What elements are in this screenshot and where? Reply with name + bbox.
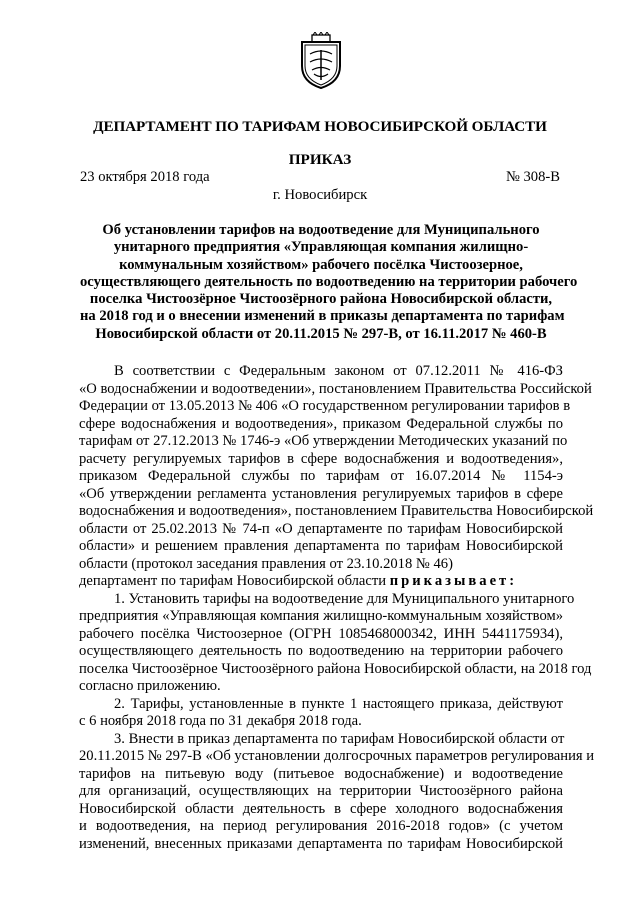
order-date: 23 октября 2018 года [80, 169, 210, 185]
item-2-line: с 6 ноября 2018 года по 31 декабря 2018 года. [79, 713, 362, 729]
directive-line [79, 573, 563, 591]
preamble-line: водоснабжения и водоотведения», постановлением Правительства Новосибирской [79, 503, 594, 519]
preamble-line: области (протокол заседания правления от 23.10.2018 № 46) [79, 555, 453, 572]
directive-word: приказывает: [389, 573, 518, 589]
preamble-line: расчету регулируемых тарифов в сфере водоснабжения и водоотведения», [79, 450, 563, 467]
item-1-line: поселка Чистоозёрное Чистоозёрного района Новосибирской области, на 2018 год [79, 660, 592, 677]
department-heading: ДЕПАРТАМЕНТ ПО ТАРИФАМ НОВОСИБИРСКОЙ ОБЛАСТИ [93, 118, 547, 135]
preamble-line: области» и решением правления департамента по тарифам Новосибирской [79, 538, 563, 554]
title-line: коммунальным хозяйством» рабочего посёлка Чистоозерное, [119, 256, 523, 273]
item-1-line: осуществляющего деятельность по водоотведению на территории рабочего [79, 643, 563, 659]
preamble-line: области от 25.02.2013 № 74-п «О департаменте по тарифам Новосибирской [79, 520, 563, 537]
order-body [79, 363, 595, 853]
directive-prefix: департамент по тарифам Новосибирской области [79, 573, 390, 589]
preamble-line: Федерации от 13.05.2013 № 406 «О государственном регулировании тарифов в [79, 398, 571, 414]
item-1-line: согласно приложению. [79, 678, 221, 694]
item-1-line: 1. Установить тарифы на водоотведение для Муниципального унитарного [114, 590, 575, 607]
item-3-line: для организаций, осуществляющих на территории Чистоозёрного района [79, 783, 563, 799]
item-3-line: изменений, внесенных приказами департамента по тарифам Новосибирской [79, 835, 563, 852]
title-line: осуществляющего деятельность по водоотведению на территории рабочего [80, 273, 578, 290]
item-1-line: рабочего посёлка Чистоозерное (ОГРН 1085468000342, ИНН 5441175934), [79, 625, 563, 642]
item-1-line: предприятия «Управляющая компания жилищно-коммунальным хозяйством» [79, 608, 563, 624]
preamble-line: сфере водоснабжения и водоотведения», приказом Федеральной службы по [79, 415, 563, 432]
document-type: ПРИКАЗ [288, 151, 352, 168]
item-3-line: и водоотведения, на период регулирования 2016-2018 годов» (с учетом [79, 818, 563, 834]
order-number: № 308-В [505, 169, 560, 185]
item-2-line: 2. Тарифы, установленные в пункте 1 настоящего приказа, действуют [114, 695, 563, 712]
item-3-line: тарифов на питьевую воду (питьевое водоснабжение) и водоотведение [79, 765, 563, 782]
item-3-line: Новосибирской области деятельность в сфере холодного водоснабжения [79, 800, 563, 817]
title-line: унитарного предприятия «Управляющая компания жилищно- [113, 239, 529, 256]
title-line: Новосибирской области от 20.11.2015 № 297-В, от 16.11.2017 № 460-В [95, 325, 547, 342]
coat-of-arms-emblem [298, 32, 344, 90]
preamble-line: тарифам от 27.12.2013 № 1746-э «Об утверждении Методических указаний по [79, 433, 568, 449]
preamble-line: «О водоснабжении и водоотведении», постановлением Правительства Российской [79, 380, 592, 397]
item-3-line: 3. Внести в приказ департамента по тарифам Новосибирской области от [114, 730, 565, 747]
preamble-line: В соответствии с Федеральным законом от 07.12.2011 № 416-ФЗ [114, 363, 563, 379]
title-line: на 2018 год и о внесении изменений в приказы департамента по тарифам [80, 308, 565, 325]
title-line: поселка Чистоозёрное Чистоозёрного района Новосибирской области, [89, 291, 553, 308]
preamble-line: приказом Федеральной службы по тарифам от 16.07.2014 № 1154-э [79, 468, 563, 484]
order-city: г. Новосибирск [272, 187, 368, 203]
order-title [80, 222, 578, 343]
preamble-line: «Об утверждении регламента установления регулируемых тарифов в сфере [79, 485, 563, 502]
item-3-line: 20.11.2015 № 297-В «Об установлении долгосрочных параметров регулирования и [79, 748, 595, 764]
title-line: Об установлении тарифов на водоотведение для Муниципального [102, 222, 540, 238]
